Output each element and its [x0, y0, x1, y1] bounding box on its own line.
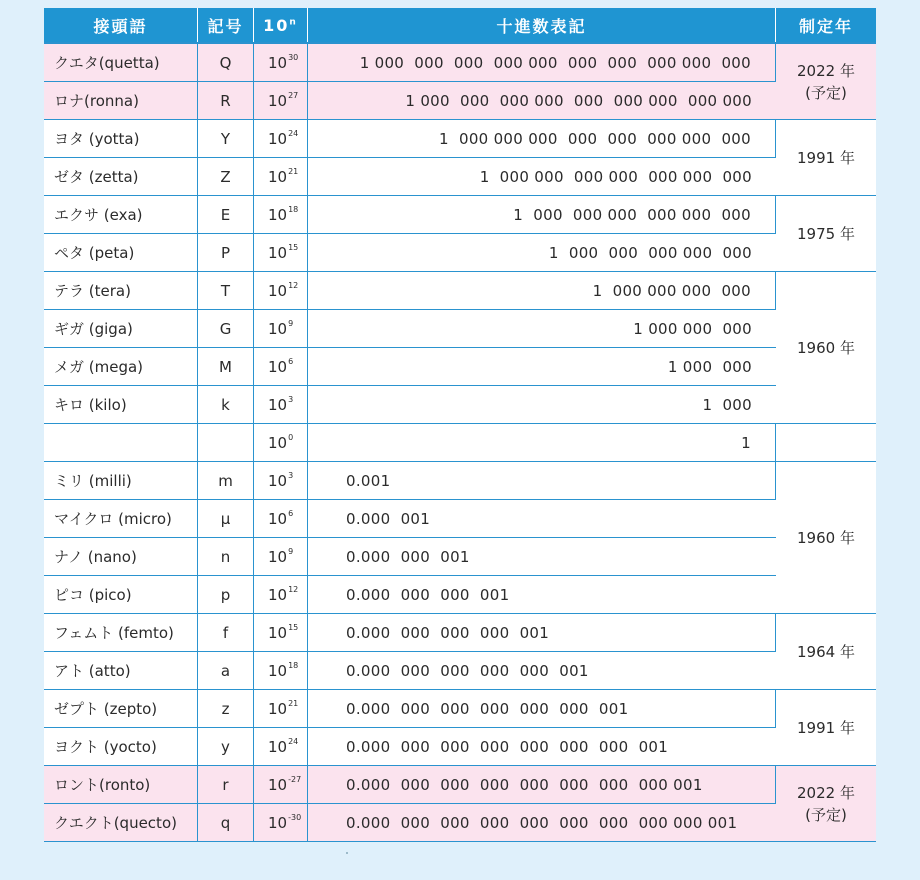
prefix-symbol: z: [198, 690, 254, 728]
power-of-ten: [254, 82, 308, 120]
power-base: 10: [268, 624, 288, 642]
power-exponent: 12: [288, 281, 299, 290]
prefix-name: [44, 424, 198, 462]
power-of-ten: [254, 42, 308, 82]
power-exponent: 6: [288, 357, 294, 366]
si-prefix-table: [44, 8, 876, 842]
decimal-notation: 1 000 000 000 000 000 000 000 000 000: [308, 82, 776, 120]
year-value: 1975 年: [797, 224, 855, 243]
table-row: [44, 690, 876, 728]
prefix-name: ヨタ (yotta): [44, 120, 198, 158]
year-value: 1964 年: [797, 642, 855, 661]
power-of-ten: [254, 766, 308, 804]
prefix-name: クエクト(quecto): [44, 804, 198, 842]
year-value: 2022 年: [797, 783, 855, 802]
year-note: (予定): [805, 83, 847, 102]
power-exponent: 9: [288, 547, 294, 556]
power-base: 10: [268, 814, 288, 832]
established-year: [776, 120, 876, 196]
prefix-symbol: T: [198, 272, 254, 310]
header-power-base: 10: [263, 15, 290, 35]
table-row: [44, 766, 876, 804]
table-row: [44, 234, 876, 272]
prefix-name: ゼプト (zepto): [44, 690, 198, 728]
established-year: [776, 42, 876, 120]
table-row: [44, 804, 876, 842]
decimal-notation: 0.000 000 000 000 000 000 000 000 000 001: [308, 804, 776, 842]
prefix-symbol: k: [198, 386, 254, 424]
prefix-symbol: y: [198, 728, 254, 766]
header-decimal: 十進数表記: [308, 8, 776, 42]
table-row: [44, 386, 876, 424]
prefix-name: ペタ (peta): [44, 234, 198, 272]
power-base: 10: [268, 282, 288, 300]
power-base: 10: [268, 54, 288, 72]
decimal-notation: 1 000 000 000: [308, 310, 776, 348]
prefix-symbol: G: [198, 310, 254, 348]
year-value: 1960 年: [797, 528, 855, 547]
power-of-ten: [254, 348, 308, 386]
power-base: 10: [268, 662, 288, 680]
prefix-symbol: [198, 424, 254, 462]
table-row: [44, 500, 876, 538]
header-prefix: 接頭語: [44, 8, 198, 42]
table-row: [44, 42, 876, 82]
power-of-ten: [254, 120, 308, 158]
power-of-ten: [254, 386, 308, 424]
power-of-ten: [254, 158, 308, 196]
established-year: [776, 690, 876, 766]
power-of-ten: [254, 500, 308, 538]
prefix-name: ナノ (nano): [44, 538, 198, 576]
table-row: [44, 462, 876, 500]
power-exponent: 3: [288, 395, 294, 404]
power-of-ten: [254, 576, 308, 614]
prefix-symbol: Q: [198, 42, 254, 82]
prefix-name: ロナ(ronna): [44, 82, 198, 120]
power-exponent: -30: [288, 813, 302, 822]
table-row: [44, 728, 876, 766]
power-base: 10: [268, 700, 288, 718]
year-value: 1960 年: [797, 338, 855, 357]
established-year: [776, 462, 876, 614]
prefix-symbol: n: [198, 538, 254, 576]
power-exponent: 24: [288, 129, 299, 138]
power-exponent: 27: [288, 91, 299, 100]
power-of-ten: [254, 234, 308, 272]
established-year: [776, 614, 876, 690]
decimal-notation: 1: [308, 424, 776, 462]
prefix-symbol: M: [198, 348, 254, 386]
established-year: [776, 272, 876, 424]
decimal-notation: 1 000 000 000 000 000 000: [308, 196, 776, 234]
prefix-name: クエタ(quetta): [44, 42, 198, 82]
power-of-ten: [254, 272, 308, 310]
prefix-symbol: P: [198, 234, 254, 272]
table-header-row: [44, 8, 876, 42]
prefix-name: ゼタ (zetta): [44, 158, 198, 196]
stray-dot: [346, 852, 348, 854]
power-exponent: -27: [288, 775, 302, 784]
table-row: [44, 196, 876, 234]
power-base: 10: [268, 168, 288, 186]
established-year: [776, 196, 876, 272]
power-base: 10: [268, 434, 288, 452]
table-row: [44, 652, 876, 690]
power-exponent: 18: [288, 205, 299, 214]
decimal-notation: 0.000 001: [308, 500, 776, 538]
table-row: [44, 348, 876, 386]
decimal-notation: 0.000 000 000 000 000 000 001: [308, 690, 776, 728]
prefix-symbol: q: [198, 804, 254, 842]
table-body: [44, 42, 876, 842]
power-base: 10: [268, 92, 288, 110]
prefix-symbol: a: [198, 652, 254, 690]
decimal-notation: 1 000 000 000 000 000 000 000 000: [308, 120, 776, 158]
decimal-notation: 1 000 000 000 000 000 000 000 000 000 000: [308, 42, 776, 82]
power-base: 10: [268, 510, 288, 528]
decimal-notation: 0.000 000 000 000 001: [308, 614, 776, 652]
table-row: [44, 576, 876, 614]
power-of-ten: [254, 310, 308, 348]
table-row: [44, 158, 876, 196]
decimal-notation: 1 000 000: [308, 348, 776, 386]
prefix-symbol: f: [198, 614, 254, 652]
power-base: 10: [268, 396, 288, 414]
prefix-symbol: R: [198, 82, 254, 120]
decimal-notation: 0.000 000 000 000 000 000 000 000 001: [308, 766, 776, 804]
power-base: 10: [268, 320, 288, 338]
prefix-name: アト (atto): [44, 652, 198, 690]
header-year: 制定年: [776, 8, 876, 42]
prefix-name: ミリ (milli): [44, 462, 198, 500]
year-value: 2022 年: [797, 61, 855, 80]
table-row: [44, 120, 876, 158]
power-exponent: 9: [288, 319, 294, 328]
prefix-symbol: μ: [198, 500, 254, 538]
prefix-name: ギガ (giga): [44, 310, 198, 348]
decimal-notation: 0.000 000 000 000 000 000 000 001: [308, 728, 776, 766]
prefix-name: メガ (mega): [44, 348, 198, 386]
power-exponent: 15: [288, 623, 299, 632]
power-base: 10: [268, 586, 288, 604]
prefix-symbol: r: [198, 766, 254, 804]
year-note: (予定): [805, 805, 847, 824]
prefix-symbol: m: [198, 462, 254, 500]
power-base: 10: [268, 738, 288, 756]
header-power: [254, 8, 308, 42]
power-exponent: 24: [288, 737, 299, 746]
power-exponent: 18: [288, 661, 299, 670]
decimal-notation: 1 000 000 000 000 000 000 000: [308, 158, 776, 196]
year-value: 1991 年: [797, 148, 855, 167]
power-exponent: 3: [288, 471, 294, 480]
table-row: [44, 538, 876, 576]
power-of-ten: [254, 652, 308, 690]
power-of-ten: [254, 196, 308, 234]
prefix-symbol: E: [198, 196, 254, 234]
decimal-notation: 1 000 000 000 000 000: [308, 234, 776, 272]
table-row: [44, 272, 876, 310]
power-exponent: 21: [288, 167, 299, 176]
decimal-notation: 0.000 000 000 001: [308, 576, 776, 614]
prefix-symbol: p: [198, 576, 254, 614]
prefix-name: ヨクト (yocto): [44, 728, 198, 766]
power-exponent: 21: [288, 699, 299, 708]
header-power-exp: n: [289, 17, 298, 28]
prefix-name: ロント(ronto): [44, 766, 198, 804]
prefix-symbol: Y: [198, 120, 254, 158]
year-value: 1991 年: [797, 718, 855, 737]
prefix-name: フェムト (femto): [44, 614, 198, 652]
power-of-ten: [254, 538, 308, 576]
power-base: 10: [268, 206, 288, 224]
power-base: 10: [268, 358, 288, 376]
power-base: 10: [268, 244, 288, 262]
established-year: [776, 766, 876, 842]
table-row: [44, 614, 876, 652]
power-exponent: 30: [288, 53, 299, 62]
decimal-notation: 0.000 000 000 000 000 001: [308, 652, 776, 690]
power-base: 10: [268, 776, 288, 794]
table-row: [44, 82, 876, 120]
power-exponent: 15: [288, 243, 299, 252]
power-of-ten: [254, 462, 308, 500]
power-of-ten: [254, 424, 308, 462]
table-row: [44, 424, 876, 462]
power-base: 10: [268, 548, 288, 566]
power-exponent: 0: [288, 433, 294, 442]
decimal-notation: 0.000 000 001: [308, 538, 776, 576]
prefix-symbol: Z: [198, 158, 254, 196]
decimal-notation: 1 000: [308, 386, 776, 424]
established-year: [776, 424, 876, 462]
power-exponent: 6: [288, 509, 294, 518]
power-base: 10: [268, 130, 288, 148]
decimal-notation: 0.001: [308, 462, 776, 500]
decimal-notation: 1 000 000 000 000: [308, 272, 776, 310]
prefix-name: ピコ (pico): [44, 576, 198, 614]
power-exponent: 12: [288, 585, 299, 594]
header-symbol: 記号: [198, 8, 254, 42]
power-of-ten: [254, 614, 308, 652]
power-base: 10: [268, 472, 288, 490]
prefix-name: キロ (kilo): [44, 386, 198, 424]
power-of-ten: [254, 804, 308, 842]
prefix-name: エクサ (exa): [44, 196, 198, 234]
prefix-name: テラ (tera): [44, 272, 198, 310]
power-of-ten: [254, 690, 308, 728]
power-of-ten: [254, 728, 308, 766]
table-row: [44, 310, 876, 348]
prefix-name: マイクロ (micro): [44, 500, 198, 538]
